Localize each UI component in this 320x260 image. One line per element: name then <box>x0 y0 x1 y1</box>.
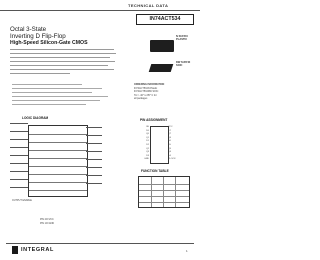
soic-package-image <box>149 64 174 72</box>
pin-label: VCC <box>168 126 173 128</box>
pin-label: Q0 <box>146 133 149 136</box>
pin-label: Q6 <box>168 136 171 139</box>
ordering-line: TA = -40° to 85° C for <box>134 93 157 97</box>
pin-label: Q7 <box>168 133 171 136</box>
pin-label: D7 <box>168 129 171 132</box>
ordering-line: all packages <box>134 97 148 101</box>
dip-package-image <box>150 40 174 52</box>
part-number-box: IN74ACT534 <box>136 14 194 25</box>
page-number: 1 <box>186 249 188 253</box>
ordering-title: ORDERING INFORMATION <box>134 83 165 86</box>
title-line-3: High-Speed Silicon-Gate CMOS <box>10 40 88 46</box>
ordering-information <box>134 83 194 101</box>
pin-label: CLOCK <box>168 158 176 161</box>
pin-label: Q5 <box>168 147 171 150</box>
ordering-line: IN74ACT534DW SOIC <box>134 90 159 94</box>
pin-label: Q4 <box>168 151 171 154</box>
pin-label: Q2 <box>146 147 149 150</box>
footer-rule <box>6 243 194 244</box>
pin-label: D5 <box>168 143 171 146</box>
pin-labels-right <box>168 126 182 162</box>
logic-diagram-title: LOGIC DIAGRAM <box>22 116 49 120</box>
title-line-2: Inverting D Flip-Flop <box>10 33 66 40</box>
dw-suffix-label: DW SUFFIX SOIC <box>176 61 191 68</box>
function-table <box>138 176 190 208</box>
logic-input-lines <box>10 123 28 195</box>
pin-label: D4 <box>168 154 171 157</box>
logic-output-lines <box>86 127 102 191</box>
pin-label: Q3 <box>146 151 149 154</box>
pin-label: D1 <box>146 140 149 143</box>
logic-diagram-block <box>28 125 88 197</box>
integral-logo-icon <box>12 246 18 254</box>
technical-data-label: TECHNICAL DATA <box>128 3 169 8</box>
brand-name: INTEGRAL <box>21 247 54 253</box>
pin-label: GND <box>144 158 149 161</box>
n-suffix-label: N SUFFIX PLASTIC <box>176 35 188 42</box>
pin-assignment-chip <box>150 126 169 164</box>
output-enable-label: OUTPUT ENABLE <box>12 199 32 202</box>
feature-list <box>12 82 116 108</box>
pin-labels-left <box>135 126 149 162</box>
pin-assignment-title: PIN ASSIGNMENT <box>140 118 168 122</box>
pin-label: D2 <box>146 143 149 146</box>
description-text <box>10 49 118 77</box>
power-pin-note: PIN 20=VCC PIN 10=GND <box>40 218 55 225</box>
function-table-title: FUNCTION TABLE <box>141 169 169 173</box>
pin-label: Q1 <box>146 136 149 139</box>
pin-label: OE <box>145 126 149 128</box>
header-rule <box>0 10 200 11</box>
pin-label: D3 <box>146 154 149 157</box>
pin-label: D0 <box>146 129 149 132</box>
ordering-line: IN74ACT534N Plastic <box>134 86 158 90</box>
title-line-1: Octal 3-State <box>10 26 47 33</box>
pin-label: D6 <box>168 140 171 143</box>
